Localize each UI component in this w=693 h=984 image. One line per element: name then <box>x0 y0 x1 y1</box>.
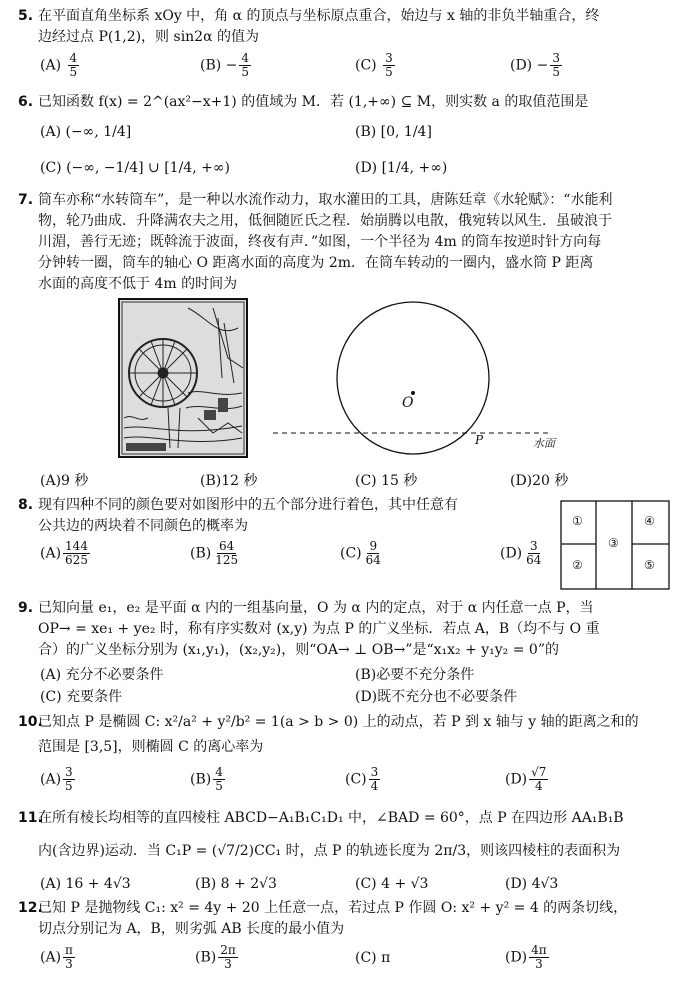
label-p: P <box>475 433 484 447</box>
option-c: (C) 4 + √3 <box>355 876 429 892</box>
option-a: (A)9 秒 <box>40 473 89 489</box>
option-d: (D) $\frac{4\pi}{3}$ <box>505 943 547 971</box>
option-c: (C) 充要条件 <box>40 689 123 705</box>
label-o: O <box>402 395 414 411</box>
circle-diagram <box>265 300 595 460</box>
question-number: 11. <box>18 810 43 826</box>
question-number: 9. <box>18 600 34 616</box>
option-a: (A) $\frac{3}{5}$ <box>40 765 73 793</box>
region-5: ⑤ <box>644 558 655 572</box>
question-5 <box>18 6 678 48</box>
question-number: 7. <box>18 192 34 208</box>
region-4: ④ <box>644 514 655 528</box>
question-text: OP→ = xe₁ + ye₂ 时，称有序实数对 (x,y) 为点 P 的广义坐标．若点 A，B（均不与 O 重 <box>38 621 600 637</box>
question-number: 8. <box>18 497 34 513</box>
option-b: (B)12 秒 <box>200 473 258 489</box>
option-b: (B) 8 + 2√3 <box>195 876 277 892</box>
option-a: (A) $\frac{4}{5}$ <box>40 51 78 79</box>
option-a: (A) $\frac{144}{625}$ <box>40 539 88 567</box>
option-c: (C) $\frac{3}{4}$ <box>345 765 379 793</box>
option-a: (A) 充分不必要条件 <box>40 667 164 683</box>
question-text: 范围是 [3,5]，则椭圆 C 的离心率为 <box>38 739 264 755</box>
option-b: (B)必要不充分条件 <box>355 667 475 683</box>
option-d: (D)既不充分也不必要条件 <box>355 689 518 705</box>
question-10 <box>18 712 678 758</box>
question-text: 内(含边界)运动．当 C₁P = (√7/2)CC₁ 时，点 P 的轨迹长度为 2π/3，则该四棱柱的表面积为 <box>38 843 621 859</box>
option-d: (D) [1/4, +∞) <box>355 160 448 176</box>
option-a: (A) (−∞, 1/4] <box>40 124 132 140</box>
question-9 <box>18 598 678 661</box>
question-number: 5. <box>18 8 34 24</box>
question-text: 在所有棱长均相等的直四棱柱 ABCD−A₁B₁C₁D₁ 中，∠BAD = 60°，点 P 在四边形 AA₁B₁B <box>38 810 624 826</box>
region-1: ① <box>572 514 583 528</box>
question-11 <box>18 808 678 862</box>
option-c: (C) π <box>355 950 391 966</box>
question-number: 10. <box>18 714 43 730</box>
question-text: 已知函数 f(x) = 2^(ax²−x+1) 的值域为 M．若 (1,+∞) ⊆ M，则实数 a 的取值范围是 <box>38 94 589 110</box>
question-7 <box>18 190 678 295</box>
question-text: 分钟转一圈，筒车的轴心 O 距离水面的高度为 2m．在筒车转动的一圈内，盛水筒 P 距离 <box>38 255 594 271</box>
option-c: (C) $\frac{3}{5}$ <box>355 51 393 79</box>
question-text: 边经过点 P(1,2)，则 sin2α 的值为 <box>38 29 259 45</box>
option-c: (C) (−∞, −1/4] ∪ [1/4, +∞) <box>40 160 230 176</box>
question-text: 已知 P 是抛物线 C₁: x² = 4y + 20 上任意一点，若过点 P 作圆 O: x² + y² = 4 的两条切线， <box>38 900 628 916</box>
question-text: 公共边的两块着不同颜色的概率为 <box>38 518 248 534</box>
option-d: (D)20 秒 <box>510 473 569 489</box>
question-number: 12. <box>18 900 43 916</box>
wheel-circle <box>337 302 489 454</box>
option-b: (B) [0, 1/4] <box>355 124 432 140</box>
option-b: (B) − $\frac{4}{5}$ <box>200 51 250 79</box>
question-text: 物，轮乃曲成．升降满农夫之用，低徊随匠氏之程．始崩腾以电散，俄宛转以风生．虽破浪于 <box>38 213 612 229</box>
option-b: (B) $\frac{2\pi}{3}$ <box>195 943 236 971</box>
region-3: ③ <box>608 536 619 550</box>
coloring-grid <box>560 500 670 590</box>
question-text: 筒车亦称“水转筒车”，是一种以水流作动力，取水灌田的工具，唐陈廷章《水轮赋》：“水能利 <box>38 192 613 208</box>
question-12 <box>18 898 678 940</box>
option-b: (B) $\frac{64}{125}$ <box>190 539 239 567</box>
question-text: 水面的高度不低于 4m 的时间为 <box>38 276 238 292</box>
option-d: (D) − $\frac{3}{5}$ <box>510 51 560 79</box>
question-text: 已知点 P 是椭圆 C: x²/a² + y²/b² = 1(a > b > 0) 上的动点，若 P 到 x 轴与 y 轴的距离之和的 <box>38 714 639 730</box>
question-text: 已知向量 e₁，e₂ 是平面 α 内的一组基向量，O 为 α 内的定点，对于 α 内任意一点 P，当 <box>38 600 594 616</box>
option-a: (A) $\frac{\pi}{3}$ <box>40 943 73 971</box>
question-8 <box>18 495 538 537</box>
option-d: (D) $\frac{3}{64}$ <box>500 539 542 567</box>
region-2: ② <box>572 558 583 572</box>
question-text: 川湄，善行无迹；既斡流于波面，终夜有声．”如图，一个半径为 4m 的筒车按逆时针方向每 <box>38 234 602 250</box>
question-number: 6. <box>18 94 34 110</box>
question-text: 在平面直角坐标系 xOy 中，角 α 的顶点与坐标原点重合，始边与 x 轴的非负半轴重合，终 <box>38 8 600 24</box>
waterwheel-illustration <box>118 298 248 458</box>
option-d: (D) $\frac{√7}{4}$ <box>505 765 547 793</box>
option-a: (A) 16 + 4√3 <box>40 876 131 892</box>
question-text: 切点分别记为 A，B，则劣弧 AB 长度的最小值为 <box>38 921 345 937</box>
question-text: 合）的广义坐标分别为 (x₁,y₁)，(x₂,y₂)，则“OA→ ⊥ OB→”是“x₁x₂ + y₁y₂ = 0”的 <box>38 642 559 658</box>
option-d: (D) 4√3 <box>505 876 559 892</box>
label-water: 水面 <box>533 437 555 450</box>
question-text: 现有四种不同的颜色要对如图形中的五个部分进行着色，其中任意有 <box>38 497 458 513</box>
option-c: (C) $\frac{9}{64}$ <box>340 539 381 567</box>
option-c: (C) 15 秒 <box>355 473 418 489</box>
question-6 <box>18 92 678 113</box>
option-b: (B) $\frac{4}{5}$ <box>190 765 223 793</box>
